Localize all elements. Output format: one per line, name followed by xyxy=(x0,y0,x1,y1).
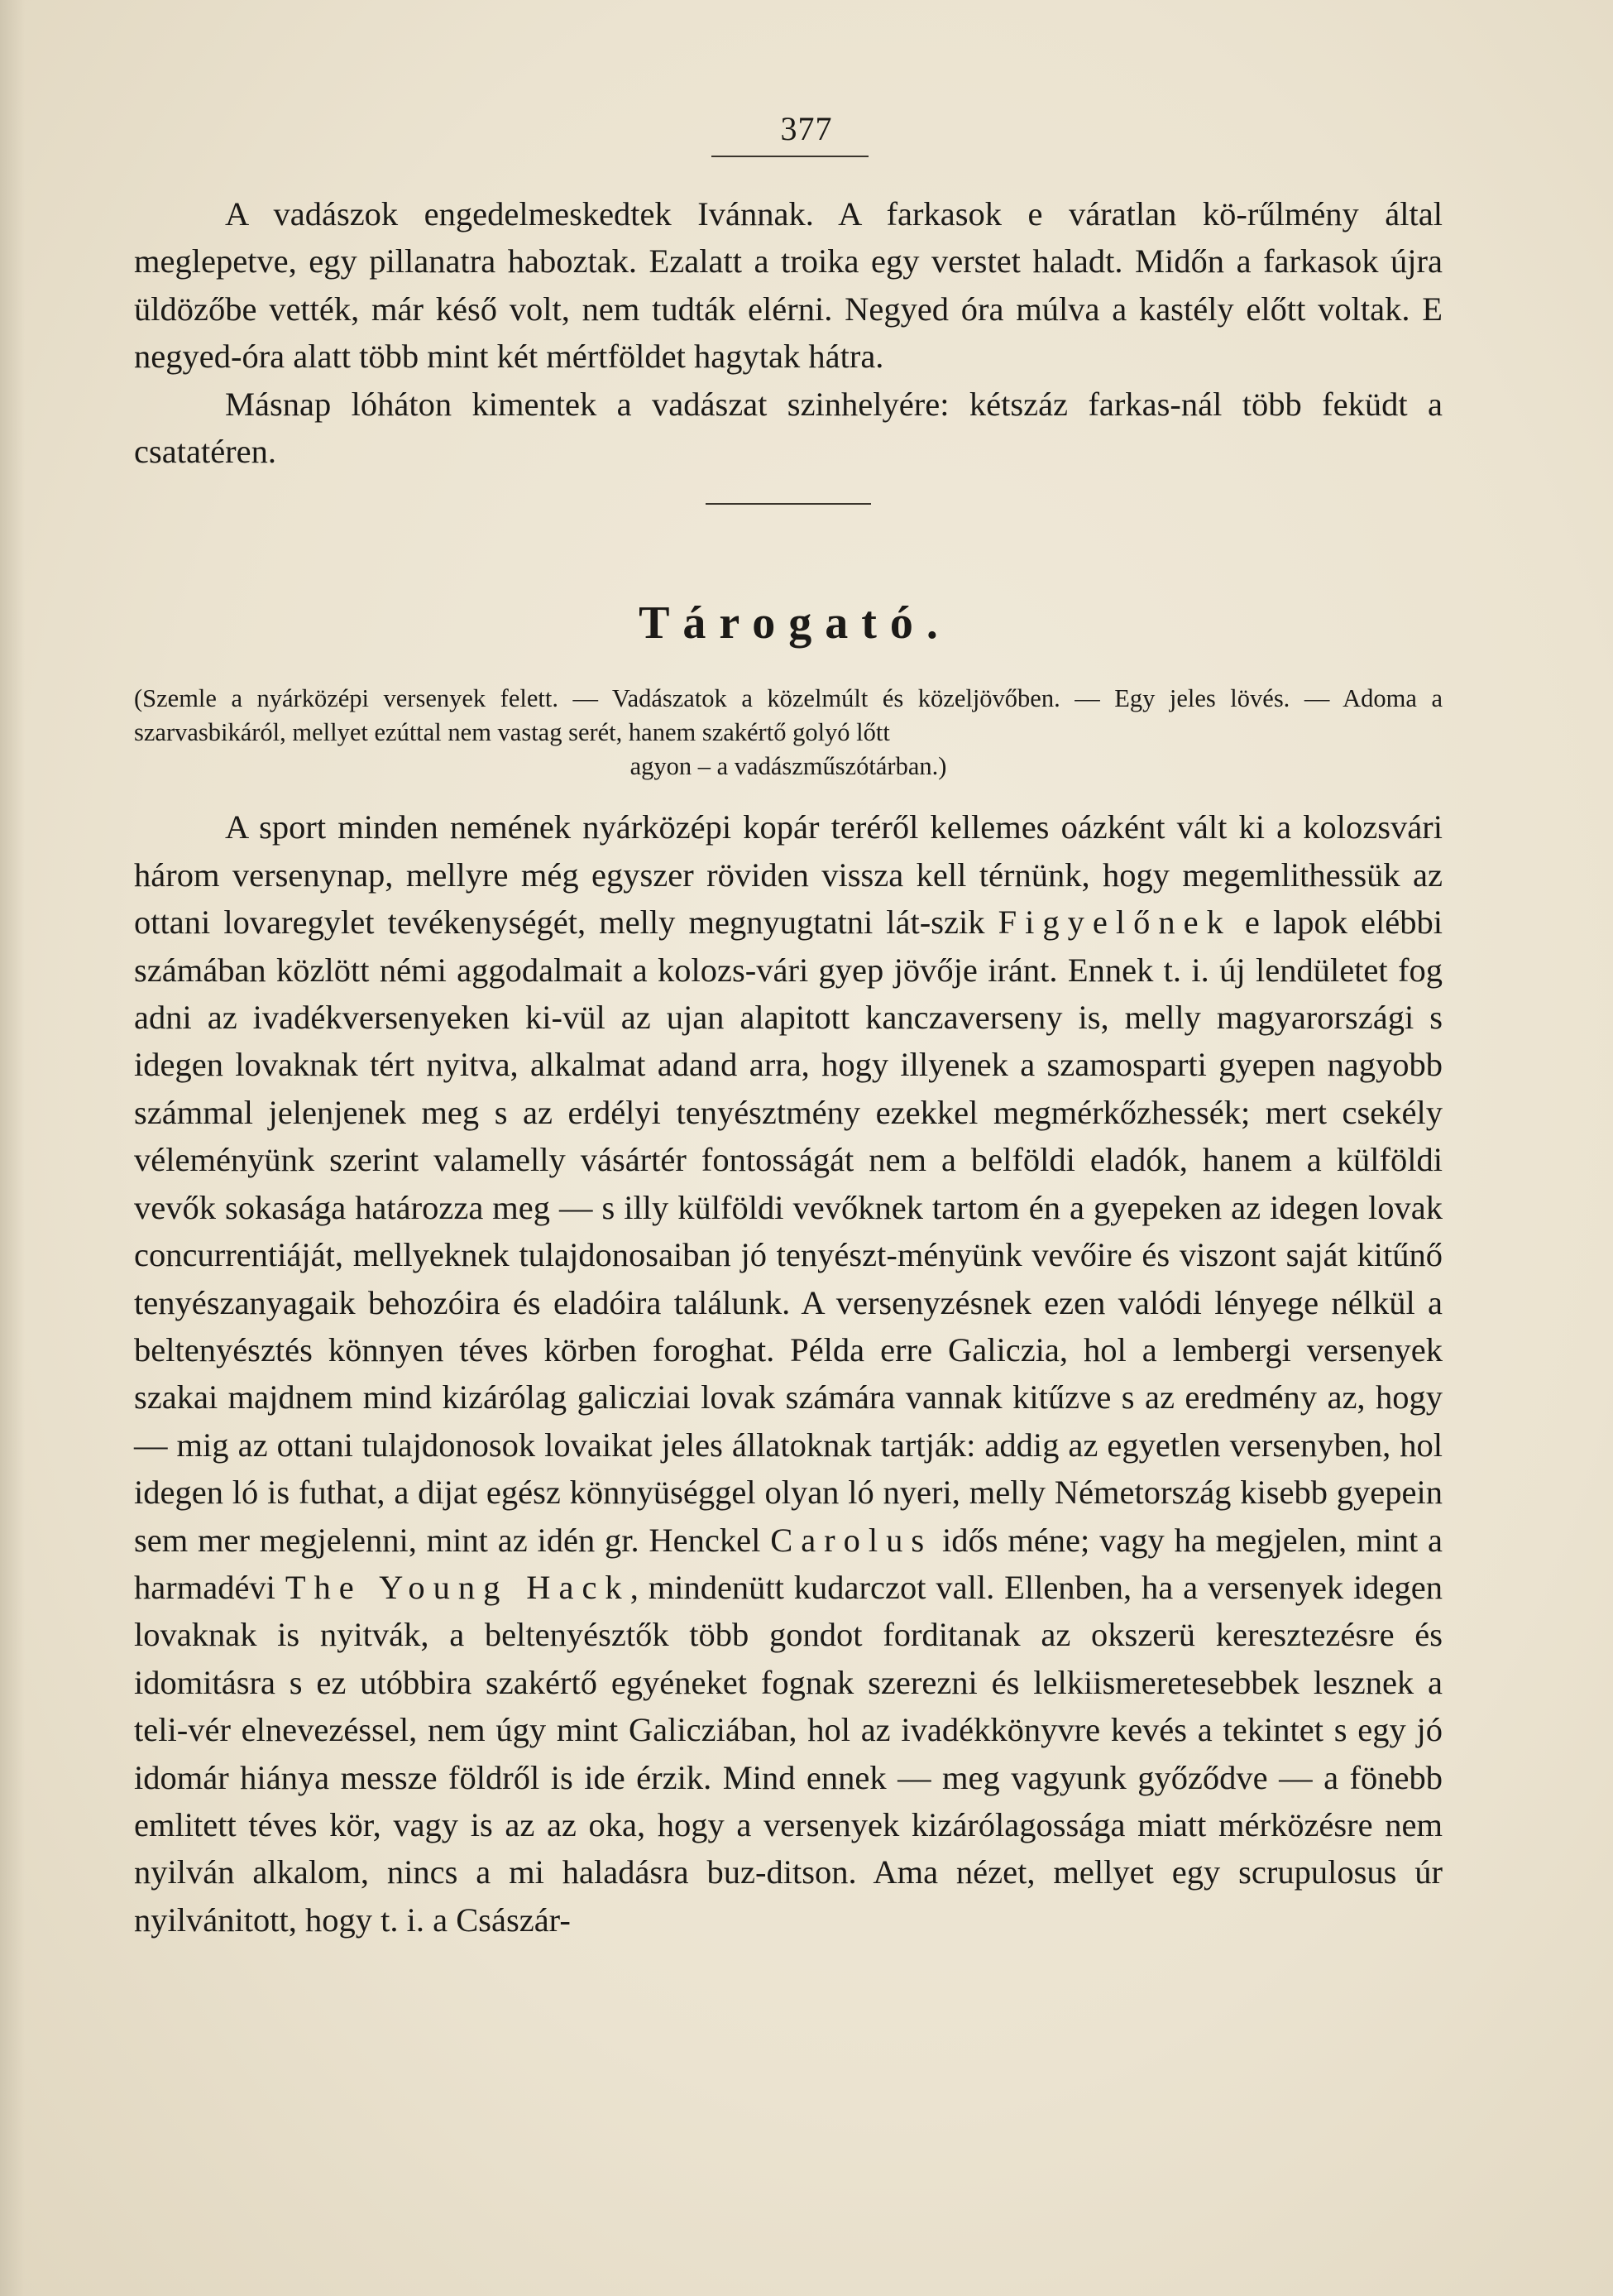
page-content xyxy=(134,190,1443,1944)
intro-paragraph-1: A vadászok engedelmeskedtek Ivánnak. A farkasok e váratlan kö-rűlmény által meglepetve, egy pillanatra haboztak. Ezalatt a troika egy verstet haladt. Midőn a farkasok újra üldözőbe vették, már késő volt, nem tudták elérni. Negyed óra múlva a kastély előtt voltak. E negyed-óra alatt több mint két mértföldet hagytak hátra. xyxy=(134,195,1443,376)
body-text-part-4: , mindenütt kudarczot vall. Ellenben, ha a versenyek idegen lovaknak is nyitvák, a beltenyésztők több gondot forditanak az okszerü keresztezésre és idomitásra s ez utóbbira szakértő egyéneket fognak szerezni és lelkiismeretesebbek lesznek a teli-vér elnevezéssel, nem úgy mint Galicziában, hol az ivadékkönyvre kevés a tekintet s egy jó idomár hiánya messze földről is ide érzik. Mind ennek — meg vagyunk győződve — a fönebb emlitett téves kör, vagy is az az oka, hogy a versenyek kizárólagossága miatt mérközésre nem nyilván alkalom, nincs a mi haladásra buz-ditson. Ama nézet, mellyet egy scrupulosus úr nyilvánitott, hogy t. i. a Császár- xyxy=(134,1568,1443,1939)
page-gutter-shadow xyxy=(0,0,25,2296)
summary-line-2: agyon – a vadászműszótárban.) xyxy=(629,752,947,781)
body-text-part-3: idős ménе; vagy ha megjelen, mint a harmadévi xyxy=(134,1521,1443,1606)
body-text-part-2: e lapok elébbi számában közlött némi aggodalmait a kolozs-vári gyep jövője iránt. Ennek t. i. új lendületet fog adni az ivadékversenyeken ki-vül az ujan alapitott kanczaverseny is, melly magyarországi s idegen lovaknak tért nyitva, alkalmat adand arra, hogy illyenek a szamosparti gyepen nagyobb számmal jelenjenek meg s az erdélyi tenyésztmény ezekkel megmérkőzhessék; mert csekély véleményünk szerint valamelly vásártér fontosságát nem a belföldi eladók, hanem a külföldi vevők sokasága határozza meg — s illy külföldi vevőknek tartom én a gyepeken az idegen lovak concurrentiáját, mellyeknek tulajdonosaiban jó tenyészt-ményünk vevőire és viszont saját kitűnő tenyészanyagaik behozóira és eladóira találunk. A versenyzésnek ezen valódi lényege nélkül a beltenyésztés könnyen téves körben foroghat. Példa erre Galiczia, hol a lembergi versenyek szakai majdnem mind kizárólag galicziai lovak számára vannak kitűzve s az eredmény az, hogy — mig az ottani tulajdonosok lovaikat jeles állatoknak tartják: addig az egyetlen versenyben, hol idegen ló is futhat, a dijat egész könnyüséggel olyan ló nyeri, melly Németország kisebb gyepein sem mer megjelenni, mint az idén gr. Henckel xyxy=(134,904,1443,1559)
body-text-part-1: A sport minden nemének nyárközépi kopár teréről kellemes oázként vált ki a kolozsvári három versenynap, mellyre még egyszer röviden vissza kell térnünk, hogy megemlithessük az ottani lovaregylet tevékenységét, melly megnyugtatni lát-szik xyxy=(134,808,1443,942)
spaced-name-figyelo: Figyelőnek xyxy=(998,904,1232,942)
article-title: Tárogató. xyxy=(639,597,951,649)
article-summary xyxy=(134,682,1443,784)
intro-paragraph-2: Másnap lóháton kimentek a vadászat szinhelyére: kétszáz farkas-nál több feküdt a csatatéren. xyxy=(134,385,1443,471)
summary-line-1: (Szemle a nyárközépi versenyek felett. — Vadászatok a közelmúlt és közeljövőben. — Egy jeles lövés. — Adoma a szarvasbikáról, mellyet ezúttal nem vastag serét, hanem szakértő golyó lőtt xyxy=(134,684,1443,747)
page-number-rule xyxy=(711,156,869,157)
article-body-paragraph xyxy=(134,803,1443,1944)
spaced-name-carolus: Carolus xyxy=(770,1521,933,1559)
page-number: 377 xyxy=(780,110,833,147)
section-divider xyxy=(706,503,871,505)
spaced-name-horse: The Young Hack xyxy=(285,1568,630,1606)
